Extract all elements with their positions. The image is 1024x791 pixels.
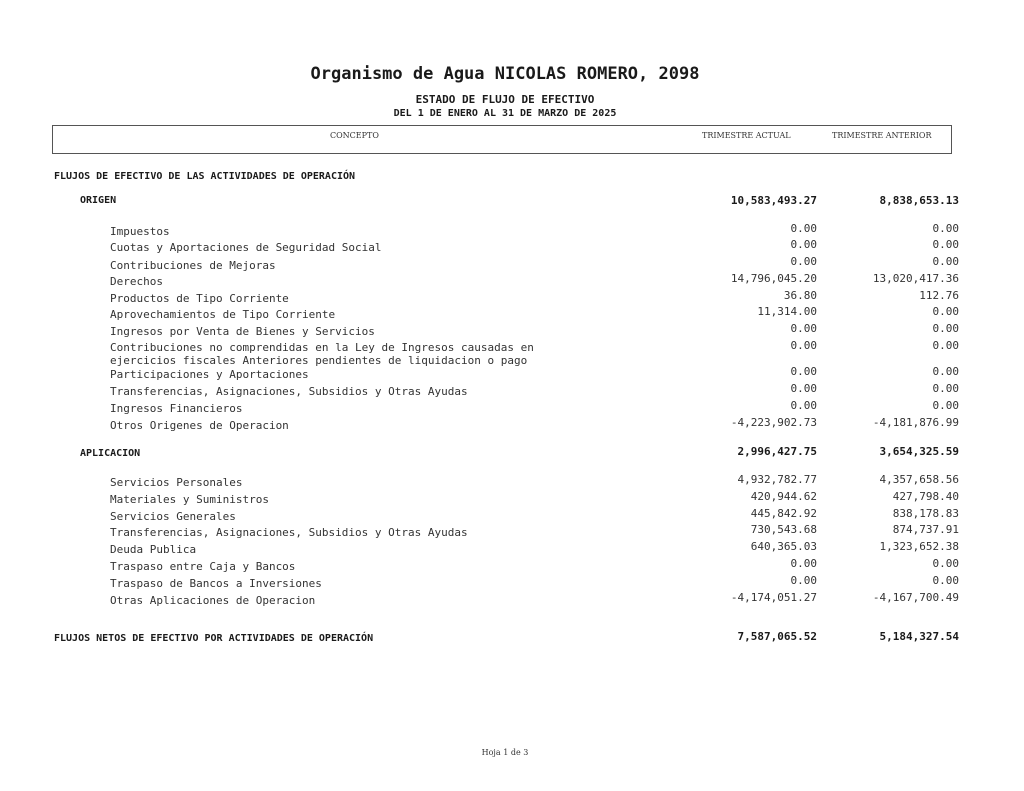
aplicacion-item-current: 420,944.62 — [750, 490, 817, 503]
origen-item-previous: 0.00 — [932, 382, 959, 395]
aplicacion-total-previous: 3,654,325.59 — [879, 445, 959, 458]
aplicacion-item-current: -4,174,051.27 — [730, 591, 817, 604]
aplicacion-item-previous: 1,323,652.38 — [879, 540, 959, 553]
origen-item-current: 0.00 — [790, 238, 817, 251]
origen-item-label: Aprovechamientos de Tipo Corriente — [110, 308, 336, 321]
origen-item-label: Derechos — [110, 275, 163, 288]
net-flow-current: 7,587,065.52 — [737, 630, 817, 643]
aplicacion-item-current: 0.00 — [790, 574, 817, 587]
aplicacion-item-label: Otras Aplicaciones de Operacion — [110, 594, 316, 607]
origen-item-current: 11,314.00 — [757, 305, 817, 318]
origen-total-previous: 8,838,653.13 — [879, 194, 959, 207]
origen-item-label: Productos de Tipo Corriente — [110, 292, 289, 305]
aplicacion-item-current: 4,932,782.77 — [737, 473, 817, 486]
origen-item-current: 0.00 — [790, 322, 817, 335]
aplicacion-item-previous: 4,357,658.56 — [879, 473, 959, 486]
net-flow-label: FLUJOS NETOS DE EFECTIVO POR ACTIVIDADES DE OPERACIÓN — [54, 633, 374, 644]
origen-item-current: 0.00 — [790, 382, 817, 395]
aplicacion-item-current: 445,842.92 — [750, 507, 817, 520]
aplicacion-item-previous: 838,178.83 — [892, 507, 959, 520]
origen-item-current: 0.00 — [790, 339, 817, 352]
origen-item-previous: -4,181,876.99 — [872, 416, 959, 429]
document-title: Organismo de Agua NICOLAS ROMERO, 2098 — [310, 64, 700, 84]
origen-item-label: Ingresos por Venta de Bienes y Servicios — [110, 325, 375, 338]
origen-total-current: 10,583,493.27 — [730, 194, 817, 207]
origen-item-label: Impuestos — [110, 225, 170, 238]
origen-item-previous: 0.00 — [932, 238, 959, 251]
origen-item-current: -4,223,902.73 — [730, 416, 817, 429]
origen-item-current: 0.00 — [790, 365, 817, 378]
document-subtitle: ESTADO DE FLUJO DE EFECTIVO — [415, 93, 595, 106]
aplicacion-item-label: Traspaso de Bancos a Inversiones — [110, 577, 322, 590]
origen-item-previous: 0.00 — [932, 365, 959, 378]
aplicacion-item-current: 730,543.68 — [750, 523, 817, 536]
aplicacion-item-previous: 0.00 — [932, 574, 959, 587]
origen-label: ORIGEN — [80, 195, 117, 206]
origen-item-previous: 13,020,417.36 — [872, 272, 959, 285]
aplicacion-item-label: Servicios Personales — [110, 476, 243, 489]
origen-item-previous: 0.00 — [932, 339, 959, 352]
origen-item-label: Participaciones y Aportaciones — [110, 368, 309, 381]
net-flow-previous: 5,184,327.54 — [879, 630, 959, 643]
origen-item-label: Contribuciones no comprendidas en la Ley de Ingresos causadas en — [110, 341, 534, 354]
origen-item-current: 36.80 — [783, 289, 817, 302]
origen-item-label: Otros Origenes de Operacion — [110, 419, 289, 432]
origen-item-label-continued: ejercicios fiscales Anteriores pendientes de liquidacion o pago — [110, 354, 528, 367]
origen-item-previous: 0.00 — [932, 399, 959, 412]
aplicacion-label: APLICACION — [80, 448, 141, 459]
origen-item-label: Ingresos Financieros — [110, 402, 243, 415]
origen-item-previous: 0.00 — [932, 322, 959, 335]
origen-item-previous: 0.00 — [932, 305, 959, 318]
origen-item-previous: 112.76 — [919, 289, 959, 302]
aplicacion-item-previous: 0.00 — [932, 557, 959, 570]
aplicacion-item-label: Materiales y Suministros — [110, 493, 269, 506]
origen-item-current: 0.00 — [790, 255, 817, 268]
origen-item-current: 0.00 — [790, 222, 817, 235]
aplicacion-item-label: Traspaso entre Caja y Bancos — [110, 560, 296, 573]
document-period: DEL 1 DE ENERO AL 31 DE MARZO DE 2025 — [393, 108, 617, 119]
aplicacion-item-previous: -4,167,700.49 — [872, 591, 959, 604]
origen-item-label: Cuotas y Aportaciones de Seguridad Social — [110, 241, 382, 254]
aplicacion-item-previous: 874,737.91 — [892, 523, 959, 536]
aplicacion-item-current: 640,365.03 — [750, 540, 817, 553]
aplicacion-item-label: Transferencias, Asignaciones, Subsidios y Otras Ayudas — [110, 526, 468, 539]
origen-item-label: Transferencias, Asignaciones, Subsidios y Otras Ayudas — [110, 385, 468, 398]
aplicacion-item-previous: 427,798.40 — [892, 490, 959, 503]
origen-item-label: Contribuciones de Mejoras — [110, 259, 276, 272]
column-header-concept: CONCEPTO — [330, 131, 379, 140]
aplicacion-item-label: Deuda Publica — [110, 543, 197, 556]
section-title-operacion: FLUJOS DE EFECTIVO DE LAS ACTIVIDADES DE OPERACIÓN — [54, 171, 356, 182]
origen-item-current: 0.00 — [790, 399, 817, 412]
aplicacion-item-current: 0.00 — [790, 557, 817, 570]
column-header-previous: TRIMESTRE ANTERIOR — [832, 131, 932, 140]
column-header-box — [52, 125, 952, 154]
aplicacion-item-label: Servicios Generales — [110, 510, 236, 523]
aplicacion-total-current: 2,996,427.75 — [737, 445, 817, 458]
column-header-current: TRIMESTRE ACTUAL — [702, 131, 791, 140]
origen-item-previous: 0.00 — [932, 255, 959, 268]
origen-item-current: 14,796,045.20 — [730, 272, 817, 285]
page-number: Hoja 1 de 3 — [481, 748, 529, 757]
origen-item-previous: 0.00 — [932, 222, 959, 235]
